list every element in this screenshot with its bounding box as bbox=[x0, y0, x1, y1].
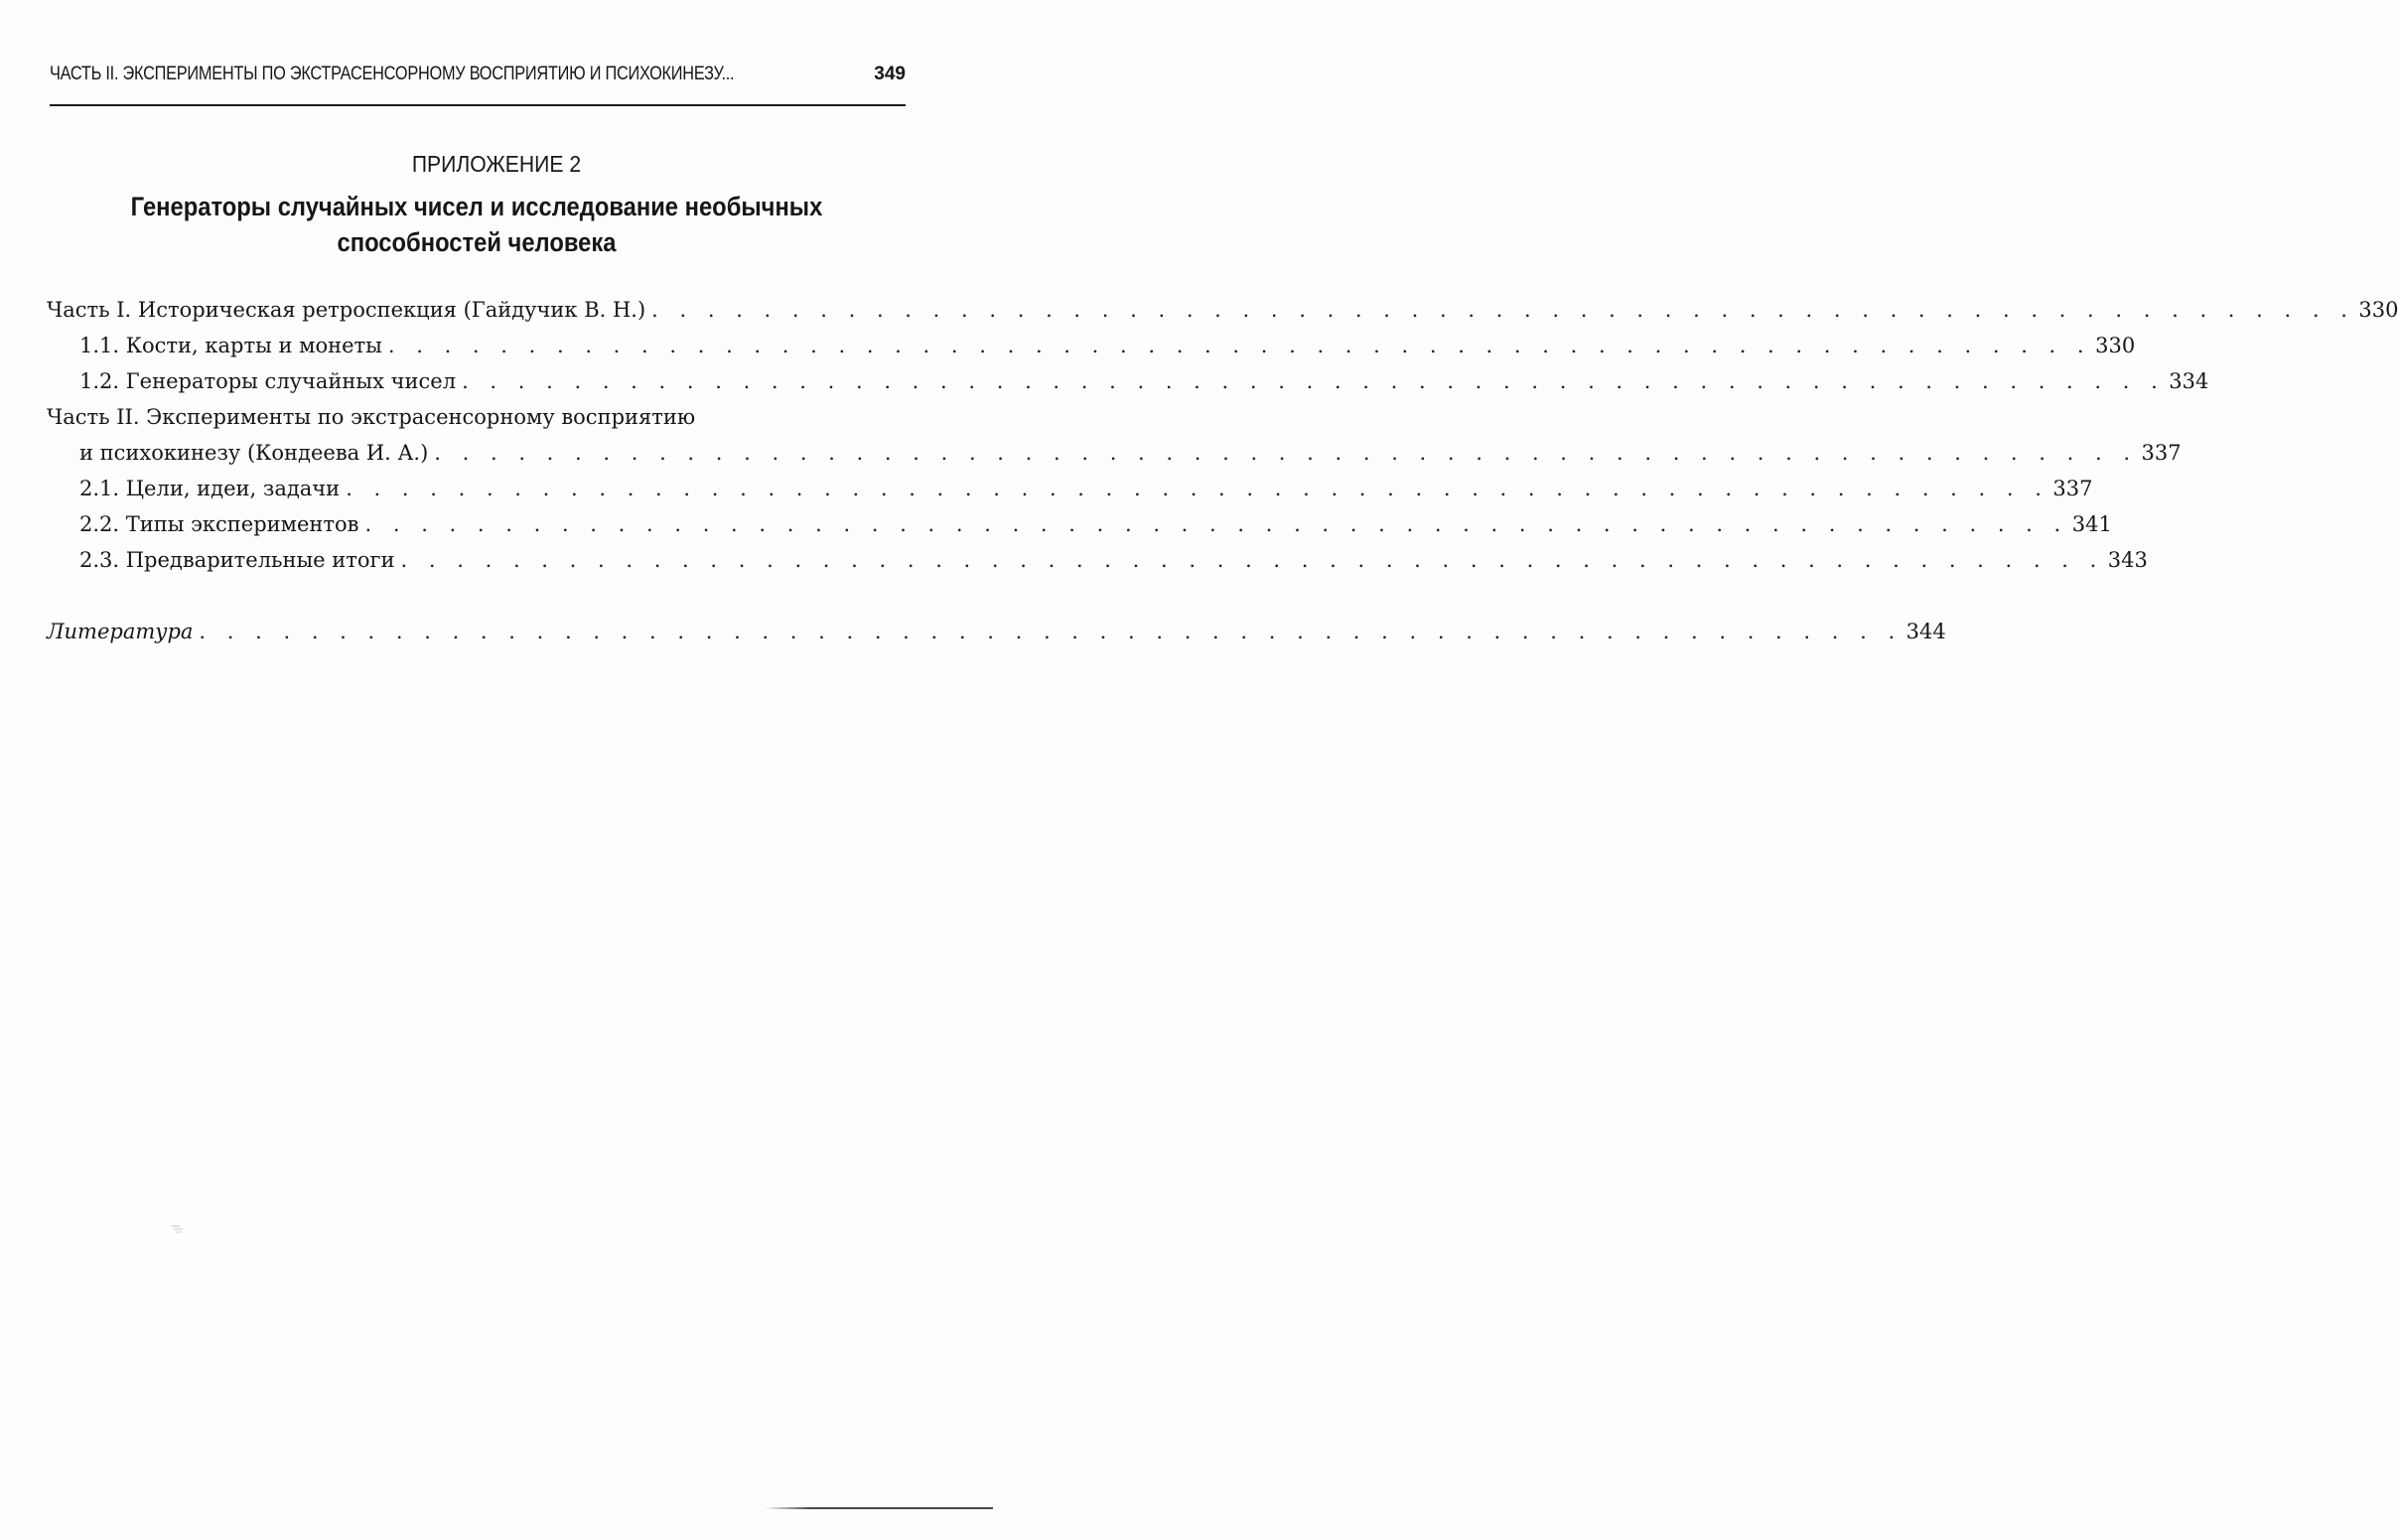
toc-entry-label: 1.1. Кости, карты и монеты bbox=[79, 334, 382, 357]
toc-entry-label: и психокинезу (Кондеева И. А.) bbox=[79, 441, 429, 465]
toc-entry-label: Литература bbox=[47, 620, 194, 643]
toc-entry-label: 2.1. Цели, идеи, задачи bbox=[79, 477, 341, 500]
toc-entry-page: 344 bbox=[1905, 620, 1946, 643]
toc-entry-page: 337 bbox=[2052, 477, 2093, 500]
toc-entry[interactable] bbox=[79, 441, 2182, 471]
toc-entry-page: 343 bbox=[2107, 548, 2148, 572]
toc-entry[interactable] bbox=[79, 512, 2112, 542]
dot-leader: . . . . . . . . . . . . . . . . . . . . . . . . . . . . . . . . . . . . . . . . . . . . . . . . . . . . . . . . . . . . . bbox=[651, 298, 2355, 322]
dot-leader: . . . . . . . . . . . . . . . . . . . . . . . . . . . . . . . . . . . . . . . . . . . . . . . . . . . . . . . . . . . . . bbox=[400, 548, 2104, 572]
dot-leader: . . . . . . . . . . . . . . . . . . . . . . . . . . . . . . . . . . . . . . . . . . . . . . . . . . . . . . . . . . . . . bbox=[387, 334, 2092, 357]
toc-entry-label: 2.3. Предварительные итоги bbox=[79, 548, 395, 572]
toc-entry-page: 334 bbox=[2169, 369, 2209, 393]
running-title: ЧАСТЬ II. ЭКСПЕРИМЕНТЫ ПО ЭКСТРАСЕНСОРНОМУ ВОСПРИЯТИЮ И ПСИХОКИНЕЗУ... bbox=[50, 64, 735, 84]
toc-entry-page: 330 bbox=[2358, 298, 2398, 322]
dot-leader: . . . . . . . . . . . . . . . . . . . . . . . . . . . . . . . . . . . . . . . . . . . . . . . . . . . . . . . . . . . . . bbox=[199, 620, 1903, 643]
toc-entry-label: Часть II. Эксперименты по экстрасенсорному восприятию bbox=[47, 405, 696, 429]
dot-leader: . . . . . . . . . . . . . . . . . . . . . . . . . . . . . . . . . . . . . . . . . . . . . . . . . . . . . . . . . . . . . bbox=[346, 477, 2049, 500]
toc-entry[interactable] bbox=[79, 369, 2209, 399]
appendix-label: ПРИЛОЖЕНИЕ 2 bbox=[411, 151, 582, 177]
print-smudge bbox=[171, 1224, 185, 1234]
toc-entry-page: 337 bbox=[2141, 441, 2182, 465]
dot-leader: . . . . . . . . . . . . . . . . . . . . . . . . . . . . . . . . . . . . . . . . . . . . . . . . . . . . . . . . . . . . . bbox=[434, 441, 2138, 465]
table-of-contents bbox=[0, 0, 2398, 695]
toc-entry-page: 330 bbox=[2095, 334, 2136, 357]
page-number: 349 bbox=[874, 64, 906, 84]
toc-entry[interactable] bbox=[47, 298, 2398, 328]
toc-entry[interactable] bbox=[79, 548, 2148, 578]
toc-entry-label: Часть I. Историческая ретроспекция (Гайдучик В. Н.) bbox=[47, 298, 646, 322]
toc-entry-label: 2.2. Типы экспериментов bbox=[79, 512, 359, 536]
dot-leader: . . . . . . . . . . . . . . . . . . . . . . . . . . . . . . . . . . . . . . . . . . . . . . . . . . . . . . . . . . . . . bbox=[462, 369, 2166, 393]
appendix-title-line: Генераторы случайных чисел и исследование необычных bbox=[130, 192, 823, 221]
toc-entry[interactable] bbox=[79, 334, 2136, 363]
toc-entry-label: 1.2. Генераторы случайных чисел bbox=[79, 369, 457, 393]
scan-edge-line bbox=[765, 1507, 993, 1509]
toc-entry[interactable] bbox=[79, 477, 2093, 506]
dot-leader: . . . . . . . . . . . . . . . . . . . . . . . . . . . . . . . . . . . . . . . . . . . . . . . . . . . . . . . . . . . . . bbox=[364, 512, 2068, 536]
toc-entry-page: 341 bbox=[2071, 512, 2112, 536]
appendix-title-line: способностей человека bbox=[337, 227, 617, 257]
toc-entry[interactable] bbox=[47, 620, 1946, 649]
